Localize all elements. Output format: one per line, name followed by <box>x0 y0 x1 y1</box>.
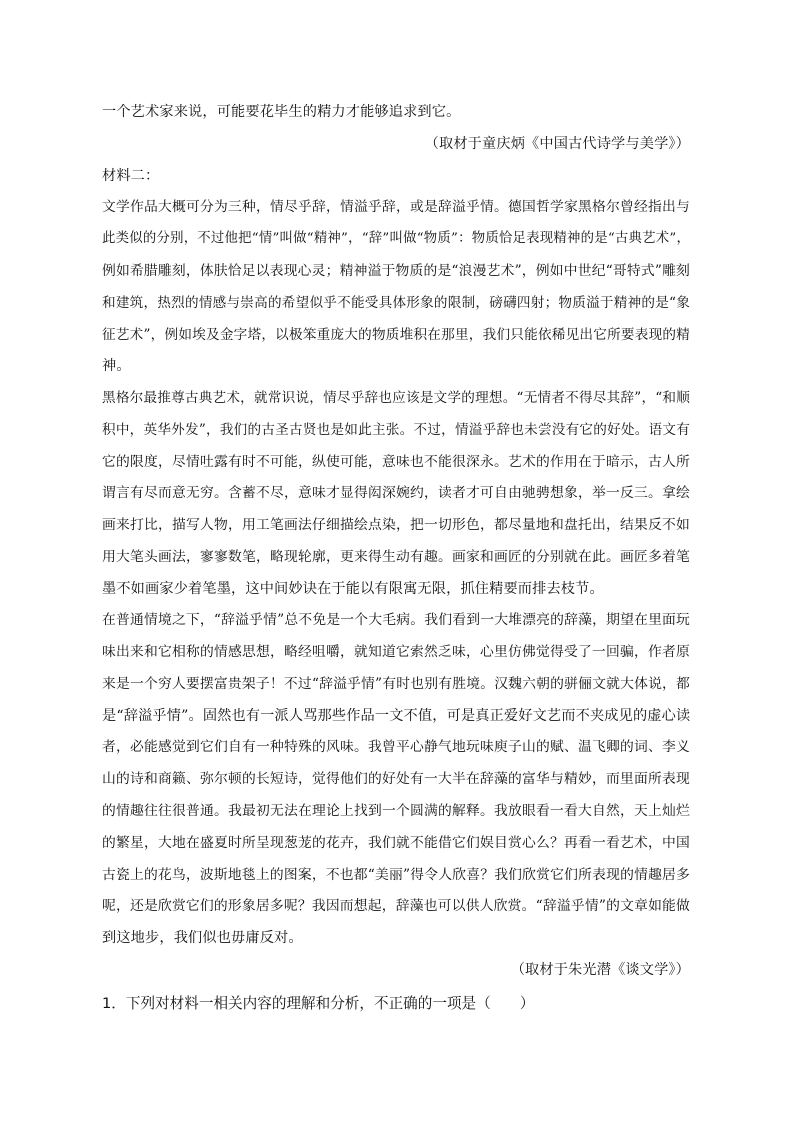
text-line: 山的诗和商籁、弥尔顿的长短诗，觉得他们的好处有一大半在辞藻的富华与精妙，而里面所表现 <box>102 771 690 787</box>
text-line: 谓言有尽而意无穷。含蓄不尽，意味才显得闳深婉约，读者才可自由驰骋想象，举一反三。拿绘 <box>102 485 690 501</box>
text-line: 积中，英华外发”，我们的古圣古贤也是如此主张。不过，情溢乎辞也未尝没有它的好处。语文有 <box>102 422 690 438</box>
text-line: 征艺术”，例如埃及金字塔，以极笨重庞大的物质堆积在那里，我们只能依稀见出它所要表现的精 <box>102 327 690 343</box>
text-line: 墨不如画家少着笔墨，这中间妙诀在于能以有限寓无限，抓住精要而排去枝节。 <box>102 581 604 597</box>
text-line: 呢，还是欣赏它们的形象居多呢？我因而想起，辞藻也可以供人欣赏。“辞溢乎情”的文章如能做 <box>102 898 690 914</box>
question-prompt: 1．下列对材料一相关内容的理解和分析，不正确的一项是（ ） <box>102 995 535 1012</box>
text-line: 来是一个穷人要摆富贵架子！不过“辞溢乎情”有时也别有胜境。汉魏六朝的骈俪文就大体说，都 <box>102 676 690 692</box>
text-line: 此类似的分别，不过他把“情”叫做“精神”，“辞”叫做“物质”：物质恰足表现精神的是“古典艺术”， <box>102 231 690 246</box>
text-line: 到这地步，我们似也毋庸反对。 <box>102 930 303 946</box>
source-citation: （取材于童庆炳《中国古代诗学与美学》） <box>424 136 690 152</box>
text-line: 例如希腊雕刻，体肤恰足以表现心灵；精神溢于物质的是“浪漫艺术”，例如中世纪“哥特式”雕刻 <box>102 263 690 279</box>
section-heading: 材料二： <box>102 168 160 184</box>
text-line: 它的限度，尽情吐露有时不可能，纵使可能，意味也不能很深永。艺术的作用在于暗示，古人所 <box>102 454 690 470</box>
text-line: 神。 <box>102 358 131 374</box>
text-line: 古瓷上的花鸟，波斯地毯上的图案，不也都“美丽”得令人欣喜？我们欣赏它们所表现的情趣居多 <box>102 867 690 883</box>
text-line: 的繁星，大地在盛夏时所呈现葱茏的花卉，我们就不能借它们娱目赏心么？再看一看艺术，中国 <box>102 835 690 851</box>
text-line: 在普通情境之下，“辞溢乎情”总不免是一个大毛病。我们看到一大堆漂亮的辞藻，期望在里面玩 <box>102 612 690 628</box>
text-line: 文学作品大概可分为三种，情尽乎辞，情溢乎辞，或是辞溢乎情。德国哲学家黑格尔曾经指出与 <box>102 199 690 215</box>
text-line: 的情趣往往很普通。我最初无法在理论上找到一个圆满的解释。我放眼看一看大自然，天上灿烂 <box>102 803 690 819</box>
text-line: 黑格尔最推尊古典艺术，就常识说，情尽乎辞也应该是文学的理想。“无情者不得尽其辞”，“和顺 <box>102 390 690 406</box>
text-line: 是“辞溢乎情”。固然也有一派人骂那些作品一文不值，可是真正爱好文艺而不夹成见的虚心读 <box>102 708 691 724</box>
source-citation: （取材于朱光潜《谈文学》） <box>510 962 690 978</box>
text-line: 一个艺术家来说，可能要花毕生的精力才能够追求到它。 <box>102 104 461 120</box>
text-line: 者，必能感觉到它们自有一种特殊的风味。我曾平心静气地玩味庾子山的赋、温飞卿的词、李义 <box>102 739 690 755</box>
text-line: 味出来和它相称的情感思想，略经咀嚼，就知道它索然乏味，心里仿佛觉得受了一回骗，作者原 <box>102 644 690 660</box>
text-line: 画来打比，描写人物，用工笔画法仔细描绘点染，把一切形色，都尽量地和盘托出，结果反不如 <box>102 517 690 533</box>
text-line: 用大笔头画法，寥寥数笔，略现轮廓，更来得生动有趣。画家和画匠的分别就在此。画匠多着笔 <box>102 549 690 565</box>
text-line: 和建筑，热烈的情感与崇高的希望似乎不能受具体形象的限制，磅礴四射；物质溢于精神的是“象 <box>102 295 690 311</box>
